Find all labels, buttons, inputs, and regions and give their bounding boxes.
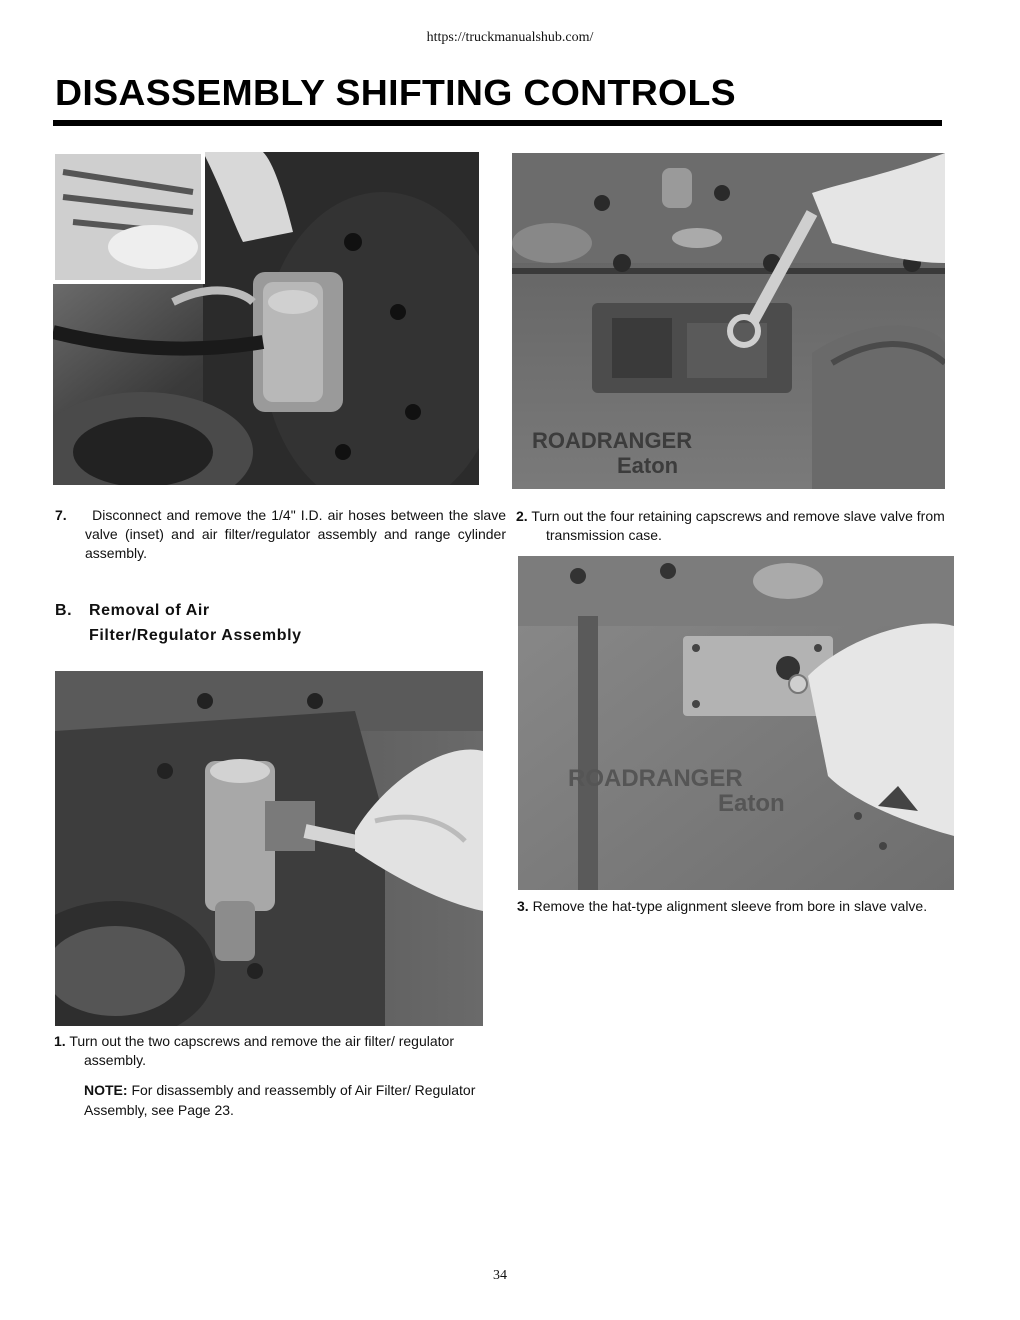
photo-brand-text: ROADRANGER	[532, 428, 693, 453]
step-3-caption	[517, 897, 968, 916]
section-heading	[55, 598, 302, 648]
note-label: NOTE:	[84, 1082, 128, 1098]
step-1-caption	[54, 1032, 506, 1070]
step-2-caption	[516, 507, 970, 545]
photo-brand-text: Eaton	[718, 790, 785, 817]
step-number: 2.	[516, 508, 528, 524]
step-number: 3.	[517, 898, 529, 914]
section-letter: B.	[55, 602, 73, 619]
note-text: For disassembly and reassembly of Air Filter/ Regulator Assembly, see Page 23.	[84, 1082, 476, 1118]
note	[84, 1080, 476, 1120]
page-title: DISASSEMBLY SHIFTING CONTROLS	[55, 72, 736, 113]
section-title-line2: Filter/Regulator Assembly	[89, 627, 302, 644]
step-text: Remove the hat-type alignment sleeve from bore in slave valve.	[532, 898, 928, 914]
source-url[interactable]: https://truckmanualshub.com/	[426, 30, 594, 45]
photo-brand-text: Eaton	[617, 453, 679, 478]
step-7-caption	[55, 506, 506, 563]
page-number: 34	[493, 1268, 507, 1283]
step-number: 7.	[55, 507, 67, 523]
title-rule	[53, 120, 942, 126]
step-text: Disconnect and remove the 1/4" I.D. air hoses between the slave valve (inset) and air filter/regulator assembly and range cylinder assembly.	[85, 507, 506, 561]
photo-brand-text: ROADRANGER	[568, 765, 743, 792]
step-text: Turn out the two capscrews and remove the air filter/ regulator assembly.	[69, 1033, 454, 1068]
step-number: 1.	[54, 1033, 66, 1049]
photo-slave-valve-capscrews	[512, 153, 945, 489]
photo-air-filter-regulator	[55, 671, 483, 1026]
photo-alignment-sleeve	[518, 556, 954, 890]
step-text: Turn out the four retaining capscrews and remove slave valve from transmission case.	[531, 508, 945, 543]
photo-air-hoses	[53, 152, 479, 485]
section-title-line1: Removal of Air	[89, 602, 210, 619]
